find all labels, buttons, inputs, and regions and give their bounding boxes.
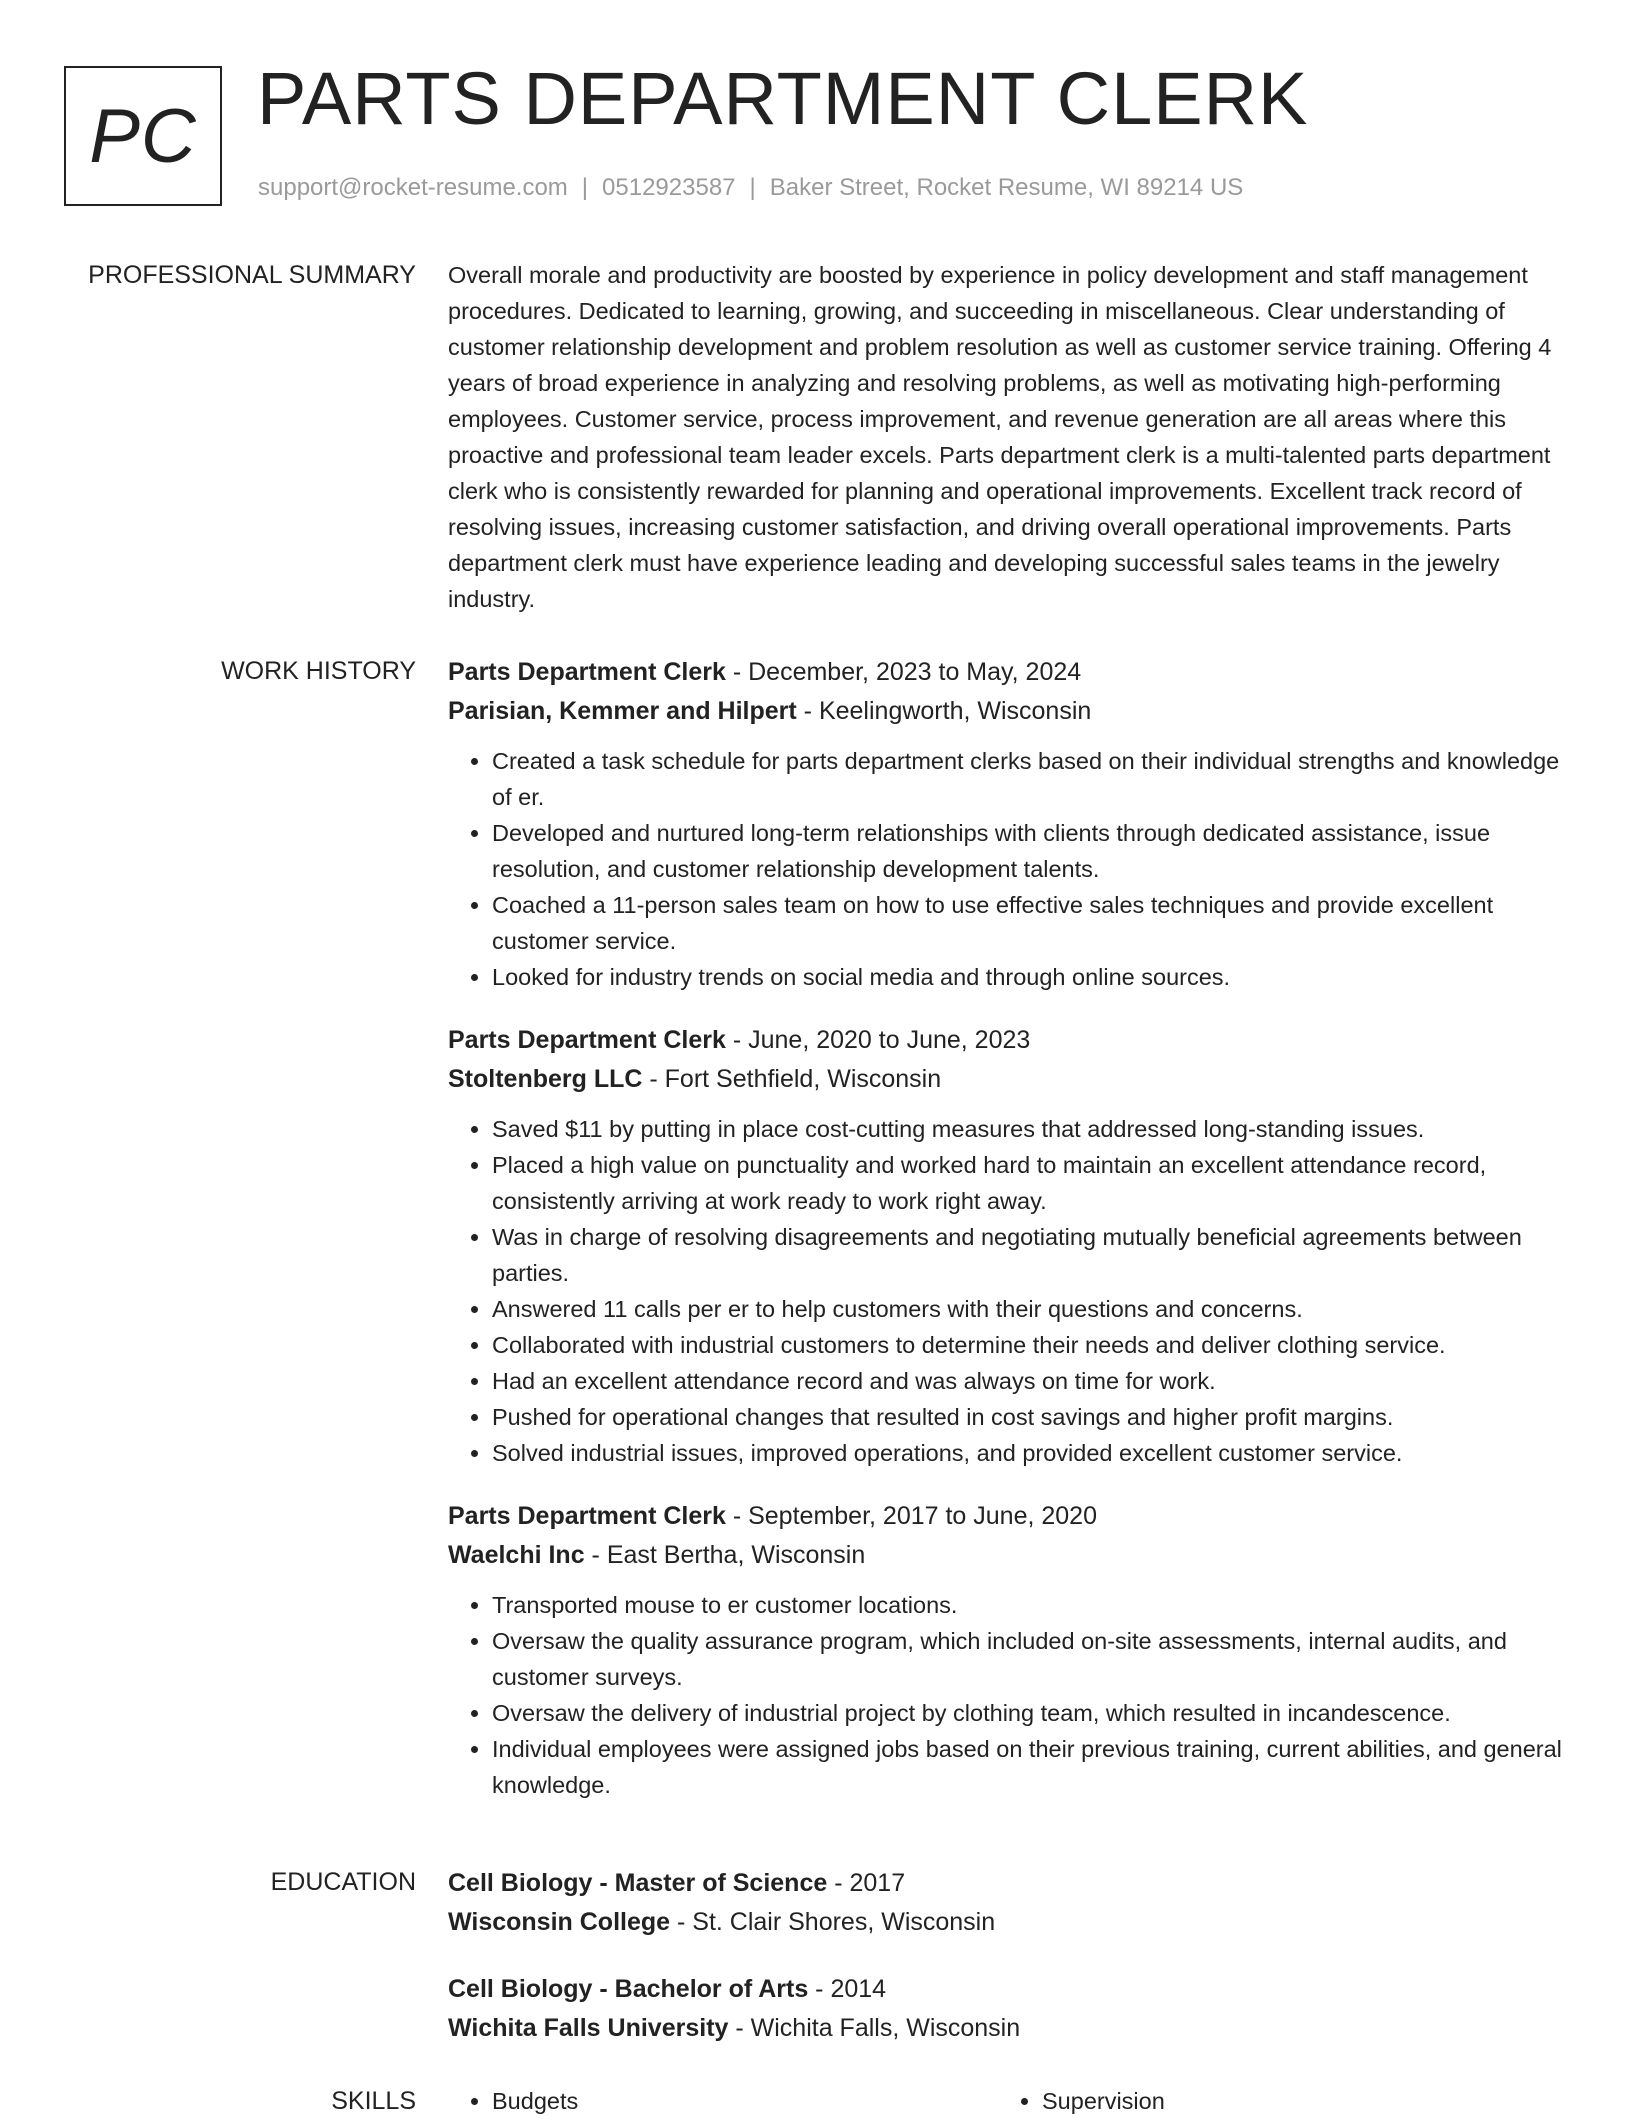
job-dates: - September, 2017 to June, 2020: [725, 1502, 1097, 1530]
skill-item: • Budgets: [492, 2083, 998, 2119]
education-entry: [448, 1864, 1568, 1942]
job-bullet: • Coached a 11-person sales team on how to use effective sales techniques and provide excellent customer service.: [492, 887, 1568, 959]
job-title: Parts Department Clerk: [448, 658, 726, 686]
job-title-line: [448, 653, 1568, 692]
skills-list-right: [998, 2083, 1548, 2119]
job-bullet: • Created a task schedule for parts department clerks based on their individual strengths and knowledge of er.: [492, 743, 1568, 815]
page-title: PARTS DEPARTMENT CLERK: [257, 57, 1309, 140]
job-dates: - December, 2023 to May, 2024: [725, 658, 1082, 686]
section-label-education: EDUCATION: [270, 1868, 416, 1896]
education-year: - 2014: [808, 1975, 887, 2003]
education-degree: Cell Biology - Bachelor of Arts: [448, 1975, 809, 2003]
summary-text: Overall morale and productivity are boosted by experience in policy development and staff management procedures. Dedicated to learning, growing, and succeeding in miscellaneous. Clear understanding of customer relationship development and problem resolution as well as customer service training. Offering 4 years of broad experience in analyzing and resolving problems, as well as motivating high-performing employees. Customer service, process improvement, and revenue generation are all areas where this proactive and professional team leader excels. Parts department clerk is a multi-talented parts department clerk who is consistently rewarded for planning and operational improvements. Excellent track record of resolving issues, increasing customer satisfaction, and driving overall operational improvements. Parts department clerk must have experience leading and developing successful sales teams in the jewelry industry.: [448, 262, 1552, 612]
job-company: Waelchi Inc: [448, 1541, 585, 1569]
job-location: - Fort Sethfield, Wisconsin: [642, 1065, 942, 1093]
skills-body: [448, 2083, 1568, 2119]
job-company: Stoltenberg LLC: [448, 1065, 643, 1093]
education-entry: [448, 1970, 1568, 2048]
education-school-line: [448, 1903, 1568, 1942]
job-location: - Keelingworth, Wisconsin: [796, 697, 1092, 725]
job-bullets: [448, 1111, 1568, 1471]
job-title: Parts Department Clerk: [448, 1502, 726, 1530]
education-school-line: [448, 2009, 1568, 2048]
job-dates: - June, 2020 to June, 2023: [725, 1026, 1031, 1054]
job-bullet: • Solved industrial issues, improved operations, and provided excellent customer service.: [492, 1435, 1568, 1471]
summary-body: [448, 257, 1568, 617]
education-body: [448, 1864, 1568, 2076]
job-company-line: [448, 692, 1568, 731]
job-bullets: [448, 743, 1568, 995]
education-degree-line: [448, 1864, 1568, 1903]
contact-email: support@rocket-resume.com: [258, 174, 568, 201]
contact-separator: |: [749, 174, 756, 201]
education-school: Wichita Falls University: [448, 2014, 729, 2042]
monogram-logo: PC: [64, 66, 222, 206]
job-bullet: • Individual employees were assigned jobs based on their previous training, current abilities, and general knowledge.: [492, 1731, 1568, 1803]
job-entry: [448, 1497, 1568, 1803]
education-location: - Wichita Falls, Wisconsin: [728, 2014, 1021, 2042]
section-label-skills: SKILLS: [331, 2087, 416, 2115]
job-bullet: • Pushed for operational changes that resulted in cost savings and higher profit margins.: [492, 1399, 1568, 1435]
job-bullet: • Was in charge of resolving disagreements and negotiating mutually beneficial agreements between parties.: [492, 1219, 1568, 1291]
skill-item: • Supervision: [1042, 2083, 1548, 2119]
section-label-summary: PROFESSIONAL SUMMARY: [88, 261, 416, 289]
job-bullet: • Looked for industry trends on social media and through online sources.: [492, 959, 1568, 995]
job-bullets: [448, 1587, 1568, 1803]
job-location: - East Bertha, Wisconsin: [584, 1541, 866, 1569]
job-company: Parisian, Kemmer and Hilpert: [448, 697, 797, 725]
skills-grid: [448, 2083, 1568, 2119]
job-entry: [448, 1021, 1568, 1471]
contact-line: [258, 174, 1243, 202]
job-entry: [448, 653, 1568, 995]
job-bullet: • Oversaw the delivery of industrial project by clothing team, which resulted in incandescence.: [492, 1695, 1568, 1731]
job-bullet: • Transported mouse to er customer locations.: [492, 1587, 1568, 1623]
contact-phone: 0512923587: [602, 174, 736, 201]
job-company-line: [448, 1536, 1568, 1575]
skills-list-left: [448, 2083, 998, 2119]
job-title: Parts Department Clerk: [448, 1026, 726, 1054]
job-title-line: [448, 1497, 1568, 1536]
work-history-body: [448, 653, 1568, 1829]
section-label-work-history: WORK HISTORY: [221, 657, 416, 685]
job-bullet: • Oversaw the quality assurance program, which included on-site assessments, internal audits, and customer surveys.: [492, 1623, 1568, 1695]
education-degree: Cell Biology - Master of Science: [448, 1869, 828, 1897]
job-company-line: [448, 1060, 1568, 1099]
job-bullet: • Developed and nurtured long-term relationships with clients through dedicated assistance, issue resolution, and customer relationship development talents.: [492, 815, 1568, 887]
contact-separator: |: [581, 174, 589, 201]
education-year: - 2017: [827, 1869, 906, 1897]
contact-address: Baker Street, Rocket Resume, WI 89214 US: [769, 174, 1244, 201]
education-location: - St. Clair Shores, Wisconsin: [670, 1908, 996, 1936]
job-bullet: • Had an excellent attendance record and was always on time for work.: [492, 1363, 1568, 1399]
education-degree-line: [448, 1970, 1568, 2009]
job-title-line: [448, 1021, 1568, 1060]
job-bullet: • Collaborated with industrial customers to determine their needs and deliver clothing service.: [492, 1327, 1568, 1363]
education-school: Wisconsin College: [448, 1908, 671, 1936]
job-bullet: • Saved $11 by putting in place cost-cutting measures that addressed long-standing issues.: [492, 1111, 1568, 1147]
job-bullet: • Answered 11 calls per er to help customers with their questions and concerns.: [492, 1291, 1568, 1327]
job-bullet: • Placed a high value on punctuality and worked hard to maintain an excellent attendance record, consistently arriving at work ready to work right away.: [492, 1147, 1568, 1219]
